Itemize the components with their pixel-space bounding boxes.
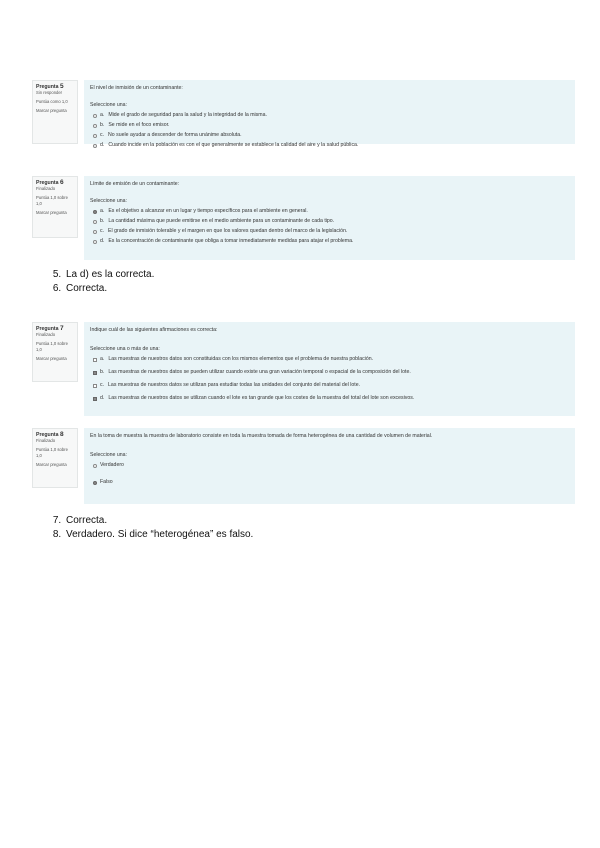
checkbox[interactable] bbox=[93, 384, 97, 388]
radio-button-selected[interactable] bbox=[93, 481, 97, 485]
answer-option[interactable]: b. La cantidad máxima que puede emitirse en el medio ambiente para un contaminante de cada tipo. bbox=[90, 218, 569, 225]
radio-button[interactable] bbox=[93, 124, 97, 128]
question-info bbox=[32, 80, 78, 144]
answer-option[interactable]: Verdadero bbox=[90, 462, 569, 469]
answer-option[interactable]: d. Cuando incide en la población es con el que generalmente se establece la calidad del aire y la salud pública. bbox=[90, 142, 569, 149]
question-info bbox=[32, 322, 78, 382]
question-content bbox=[84, 80, 575, 148]
answer-option[interactable]: Falso bbox=[90, 479, 569, 486]
checkbox-checked[interactable] bbox=[93, 397, 97, 401]
answer-option[interactable]: b. Las muestras de nuestros datos se pueden utilizar cuando existe una gran variación temporal o espacial de la composición del lote. bbox=[90, 369, 569, 376]
radio-button-selected[interactable] bbox=[93, 210, 97, 214]
note-item: 6. Correcta. bbox=[64, 282, 154, 296]
radio-button[interactable] bbox=[93, 240, 97, 244]
question-number: Pregunta 5 bbox=[36, 83, 64, 90]
question-mark: Puntúa 1,0 sobre 1,0 bbox=[36, 447, 68, 458]
note-item: 5. La d) es la correcta. bbox=[64, 268, 154, 282]
question-6 bbox=[32, 176, 575, 260]
answer-prompt: Seleccione una o más de una: bbox=[90, 346, 160, 352]
radio-button[interactable] bbox=[93, 464, 97, 468]
question-number: Pregunta 6 bbox=[36, 179, 64, 186]
flag-question-link[interactable]: Marcar pregunta bbox=[36, 108, 67, 113]
question-text: Límite de emisión de un contaminante: bbox=[90, 181, 180, 187]
question-mark: Puntúa como 1,0 bbox=[36, 99, 68, 104]
checkbox-checked[interactable] bbox=[93, 371, 97, 375]
answer-option[interactable]: d. Es la concentración de contaminante que obliga a tomar inmediatamente medidas para atajar el problema. bbox=[90, 238, 569, 245]
question-info bbox=[32, 428, 78, 488]
answer-option[interactable]: a. Mide el grado de seguridad para la salud y la integridad de la misma. bbox=[90, 112, 569, 119]
question-text: Indique cuál de las siguientes afirmaciones es correcta: bbox=[90, 327, 218, 333]
question-state: Finalizado bbox=[36, 186, 56, 191]
answer-option[interactable]: a. Las muestras de nuestros datos son constituidas con los mismos elementos que el problema de nuestra población. bbox=[90, 356, 569, 363]
answer-prompt: Seleccione una: bbox=[90, 198, 127, 204]
answer-prompt: Seleccione una: bbox=[90, 102, 127, 108]
question-number: Pregunta 8 bbox=[36, 431, 64, 438]
radio-button[interactable] bbox=[93, 134, 97, 138]
radio-button[interactable] bbox=[93, 144, 97, 148]
answer-option[interactable]: d. Las muestras de nuestros datos se utilizan cuando el lote es tan grande que los costes de la muestra del total del lote son excesivos. bbox=[90, 395, 569, 402]
answer-option[interactable]: c. Las muestras de nuestros datos se utilizan para estudiar todas las unidades del conjunto del material del lote. bbox=[90, 382, 569, 389]
answer-prompt: Seleccione una: bbox=[90, 452, 127, 458]
flag-question-link[interactable]: Marcar pregunta bbox=[36, 462, 67, 467]
question-state: Sin responder bbox=[36, 90, 63, 95]
question-info bbox=[32, 176, 78, 238]
flag-question-link[interactable]: Marcar pregunta bbox=[36, 356, 67, 361]
note-item: 8. Verdadero. Si dice “heterogénea” es falso. bbox=[64, 528, 253, 542]
answer-notes-7-8 bbox=[48, 514, 253, 542]
question-state: Finalizado bbox=[36, 438, 56, 443]
question-content bbox=[84, 176, 575, 260]
question-content bbox=[84, 428, 575, 504]
question-mark: Puntúa 1,0 sobre 1,0 bbox=[36, 341, 68, 352]
question-state: Finalizado bbox=[36, 332, 56, 337]
flag-question-link[interactable]: Marcar pregunta bbox=[36, 210, 67, 215]
radio-button[interactable] bbox=[93, 114, 97, 118]
answer-notes-5-6 bbox=[48, 268, 154, 296]
radio-button[interactable] bbox=[93, 220, 97, 224]
question-7 bbox=[32, 322, 575, 416]
answer-option[interactable]: c. No suele ayudar a descender de forma unánime absoluta. bbox=[90, 132, 569, 139]
question-text: En la toma de muestra la muestra de laboratorio consiste en toda la muestra tomada de forma heterogénea de una cantidad de volumen de material. bbox=[90, 433, 433, 439]
note-item: 7. Correcta. bbox=[64, 514, 253, 528]
answer-option[interactable]: c. El grado de inmisión tolerable y el margen en que los valores quedan dentro del marco de la legislación. bbox=[90, 228, 569, 235]
question-content bbox=[84, 322, 575, 416]
checkbox[interactable] bbox=[93, 358, 97, 362]
radio-button[interactable] bbox=[93, 230, 97, 234]
question-number: Pregunta 7 bbox=[36, 325, 64, 332]
question-mark: Puntúa 1,0 sobre 1,0 bbox=[36, 195, 68, 206]
answer-option[interactable]: b. Se mide en el foco emisor. bbox=[90, 122, 569, 129]
question-5 bbox=[32, 80, 575, 148]
question-8 bbox=[32, 428, 575, 504]
answer-option[interactable]: a. Es el objetivo a alcanzar en un lugar y tiempo específicos para el ambiente en general. bbox=[90, 208, 569, 215]
question-text: El nivel de inmisión de un contaminante: bbox=[90, 85, 183, 91]
